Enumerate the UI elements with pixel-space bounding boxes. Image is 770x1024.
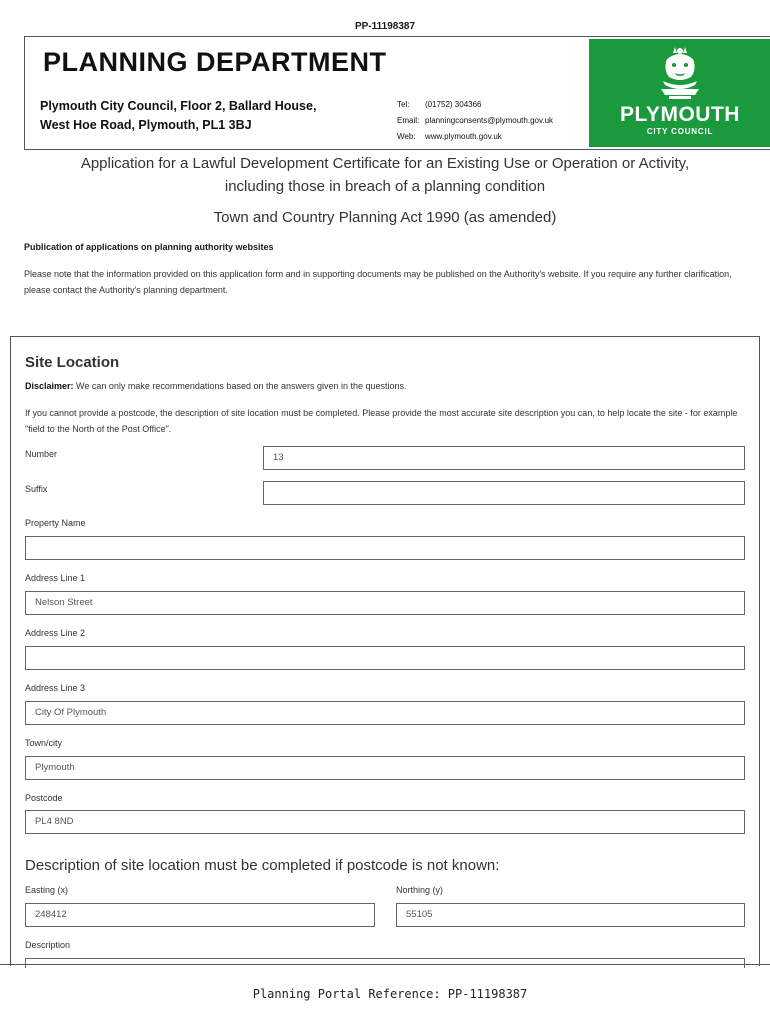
section-title: Site Location	[25, 354, 120, 371]
number-field[interactable]: 13	[263, 446, 745, 470]
lion-crest-icon	[651, 45, 709, 101]
northing-label: Northing (y)	[396, 885, 444, 895]
logo-name: PLYMOUTH	[620, 103, 740, 126]
contact-tel: Tel: (01752) 304366	[397, 100, 482, 109]
contact-web: Web: www.plymouth.gov.uk	[397, 132, 502, 141]
logo-subtitle: CITY COUNCIL	[646, 127, 714, 136]
top-reference: PP-11198387	[354, 21, 416, 32]
address-line-1-label: Address Line 1	[25, 573, 86, 583]
number-label: Number	[25, 449, 58, 459]
address-line-2: West Hoe Road, Plymouth, PL1 3BJ	[40, 118, 252, 132]
town-city-field[interactable]: Plymouth	[25, 756, 745, 780]
postcode-label: Postcode	[25, 793, 63, 803]
plymouth-logo	[589, 39, 770, 147]
application-title: Application for a Lawful Development Certificate for an Existing Use or Operation or Activity, including those in breach of a planning condition	[80, 155, 690, 195]
contact-email: Email: planningconsents@plymouth.gov.uk	[397, 116, 554, 125]
act-title: Town and Country Planning Act 1990 (as amended)	[213, 209, 557, 226]
address-line-2-label: Address Line 2	[25, 628, 86, 638]
contact-details	[397, 97, 553, 145]
town-city-label: Town/city	[25, 738, 63, 748]
address-line-3-label: Address Line 3	[25, 683, 86, 693]
publication-heading: Publication of applications on planning authority websites	[24, 242, 274, 252]
description-heading: Description of site location must be completed if postcode is not known:	[25, 857, 500, 874]
disclaimer: Disclaimer: We can only make recommendations based on the answers given in the questions.	[25, 381, 407, 391]
address-line-1: Plymouth City Council, Floor 2, Ballard House,	[40, 99, 317, 113]
postcode-field[interactable]: PL4 8ND	[25, 810, 745, 834]
council-address	[40, 97, 316, 135]
northing-field[interactable]: 55105	[396, 903, 745, 927]
easting-field[interactable]: 248412	[25, 903, 375, 927]
header-box	[24, 36, 770, 150]
description-field[interactable]	[25, 958, 745, 968]
suffix-label: Suffix	[25, 484, 48, 494]
page-divider	[0, 964, 770, 965]
location-instructions: If you cannot provide a postcode, the description of site location must be completed. Please provide the most accurate site description you can, to help locate the site - for example "field to the North of the Post Office".	[25, 408, 738, 434]
address-line-1-field[interactable]: Nelson Street	[25, 591, 745, 615]
footer-reference: Planning Portal Reference: PP-11198387	[252, 987, 528, 1001]
address-line-2-field[interactable]	[25, 646, 745, 670]
site-location-section	[10, 336, 760, 966]
suffix-field[interactable]	[263, 481, 745, 505]
address-line-3-field[interactable]: City Of Plymouth	[25, 701, 745, 725]
publication-text: Please note that the information provided on this application form and in supporting documents may be published on the Authority's website. If you require any further clarification, please contact the Authority's planning department.	[24, 269, 732, 295]
department-title: PLANNING DEPARTMENT	[43, 47, 387, 77]
property-name-label: Property Name	[25, 518, 86, 528]
easting-label: Easting (x)	[25, 885, 69, 895]
description-label: Description	[25, 940, 71, 950]
property-name-field[interactable]	[25, 536, 745, 560]
